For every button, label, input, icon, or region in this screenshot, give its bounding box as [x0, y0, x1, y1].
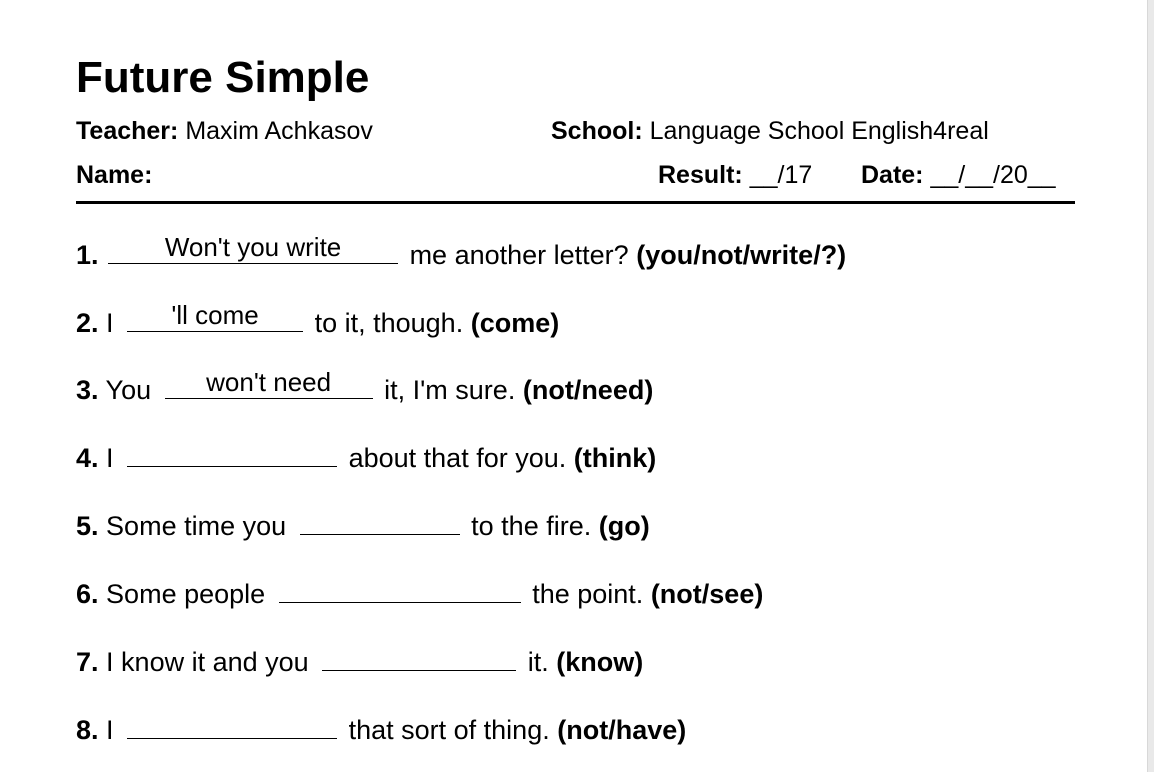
question-text-after: that sort of thing.: [348, 715, 550, 745]
verb-hint: (come): [470, 308, 560, 338]
school-label: School:: [551, 117, 643, 145]
answer-blank[interactable]: [165, 367, 373, 399]
question-5: [76, 509, 650, 543]
result-value: __/17: [749, 161, 813, 189]
question-text-before: Some people: [106, 579, 266, 609]
question-number: 3.: [76, 375, 99, 405]
question-text-after: it, I'm sure.: [384, 375, 516, 405]
verb-hint: (not/see): [650, 579, 764, 609]
verb-hint: (go): [598, 511, 650, 541]
question-3: [76, 367, 654, 407]
question-1: [76, 232, 847, 272]
question-text-before: You: [105, 375, 152, 405]
question-number: 5.: [76, 511, 99, 541]
question-number: 7.: [76, 647, 99, 677]
question-number: 6.: [76, 579, 99, 609]
question-text-after: about that for you.: [348, 443, 567, 473]
verb-hint: (not/need): [522, 375, 654, 405]
question-text-after: to it, though.: [314, 308, 464, 338]
question-number: 2.: [76, 308, 99, 338]
name-label: Name:: [76, 161, 153, 189]
name-line: [76, 160, 152, 190]
teacher-label: Teacher:: [76, 117, 179, 145]
answer-text: Won't you write: [164, 232, 342, 262]
date-value: __/__/20__: [930, 161, 1056, 189]
teacher-line: [76, 116, 373, 146]
verb-hint: (think): [573, 443, 657, 473]
answer-text: won't need: [206, 367, 332, 397]
question-6: [76, 577, 763, 611]
worksheet-title: Future Simple: [76, 53, 370, 102]
question-7: [76, 645, 643, 679]
page-edge: [1147, 0, 1154, 772]
answer-blank[interactable]: [300, 510, 460, 535]
school-line: [551, 116, 989, 146]
question-number: 8.: [76, 715, 99, 745]
question-text-before: I know it and you: [106, 647, 309, 677]
verb-hint: (not/have): [557, 715, 687, 745]
question-number: 4.: [76, 443, 99, 473]
question-text-after: me another letter?: [409, 240, 629, 270]
question-text-after: to the fire.: [471, 511, 592, 541]
result-label: Result:: [658, 161, 743, 189]
verb-hint: (know): [556, 647, 644, 677]
question-text-before: I: [106, 715, 114, 745]
date-label: Date:: [861, 161, 924, 189]
question-8: [76, 713, 686, 747]
date-line: [861, 160, 1056, 190]
answer-blank[interactable]: [127, 442, 337, 467]
question-2: [76, 300, 560, 340]
question-text-before: I: [106, 443, 114, 473]
answer-blank[interactable]: [322, 646, 516, 671]
question-text-after: the point.: [532, 579, 644, 609]
result-line: [658, 160, 812, 190]
answer-blank[interactable]: [279, 578, 521, 603]
question-number: 1.: [76, 240, 99, 270]
header-divider: [76, 201, 1075, 204]
question-4: [76, 441, 656, 475]
question-text-after: it.: [527, 647, 549, 677]
verb-hint: (you/not/write/?): [636, 240, 847, 270]
answer-blank[interactable]: [108, 232, 398, 264]
answer-blank[interactable]: [127, 300, 303, 332]
worksheet: [76, 0, 1076, 772]
question-text-before: Some time you: [106, 511, 287, 541]
school-value: Language School English4real: [649, 117, 989, 145]
answer-text: 'll come: [171, 300, 259, 330]
teacher-value: Maxim Achkasov: [185, 117, 373, 145]
answer-blank[interactable]: [127, 714, 337, 739]
question-text-before: I: [106, 308, 114, 338]
